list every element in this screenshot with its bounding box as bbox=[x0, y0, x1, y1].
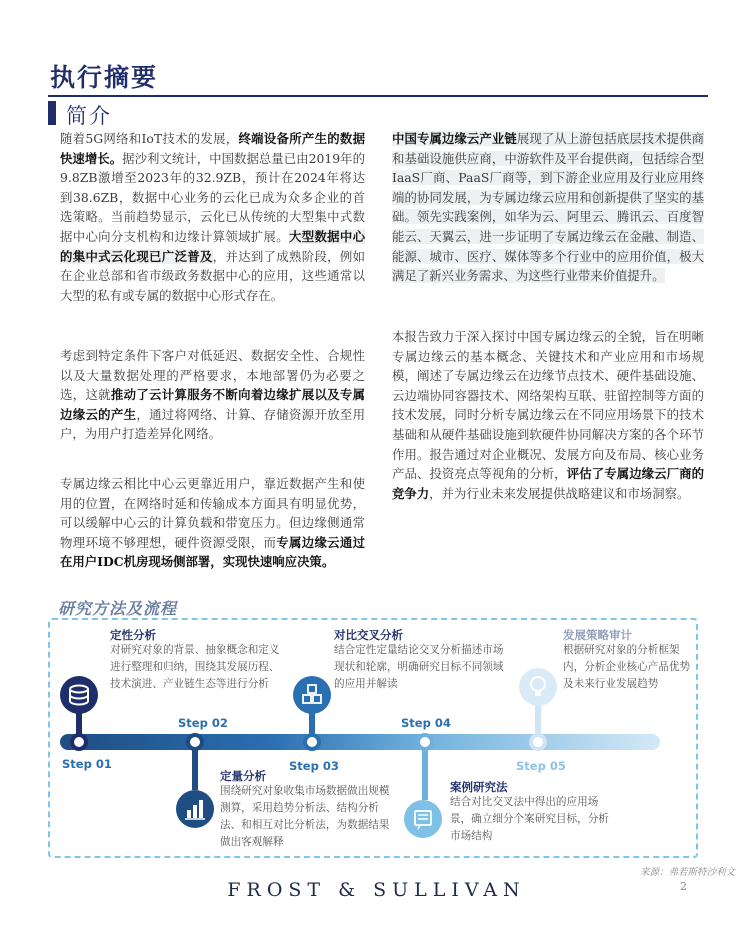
step-05-node bbox=[529, 733, 547, 751]
step-05-text: 根据研究对象的分析框架内，分析企业核心产品优势及未来行业发展趋势 bbox=[563, 644, 691, 690]
step-01-heading: 定性分析 bbox=[110, 628, 156, 642]
page-title: 执行摘要 bbox=[50, 63, 159, 92]
step-04-text: 结合对比交叉法中得出的应用场景，确立细分个案研究目标，分析市场结构 bbox=[450, 796, 609, 842]
step-02-stem bbox=[192, 750, 198, 790]
step-04-heading: 案例研究法 bbox=[450, 780, 508, 794]
timeline-bar bbox=[60, 734, 660, 750]
bar-chart-icon bbox=[176, 790, 214, 828]
step-05-icon-circle bbox=[519, 668, 557, 706]
left-paragraph-2: 考虑到特定条件下客户对低延迟、数据安全性、合规性以及大量数据处理的严格要求，本地部署仍为必要之选，这就推动了云计算服务不断向着边缘扩展以及专属边缘云的产生，通过将网络、计算、存储资源开放至用户，为用户打造差异化网络。 bbox=[60, 348, 366, 442]
left-paragraph-3: 专属边缘云相比中心云更靠近用户，靠近数据产生和使用的位置，在网络时延和传输成本方面具有明显优势，可以缓解中心云的计算负载和带宽压力。但边缘侧通常物理环境不够理想，硬件资源受限，而专属边缘云通过在用户IDC机房现场侧部署，实现快速响应决策。 bbox=[60, 476, 366, 570]
step-01-text: 对研究对象的背景、抽象概念和定义进行整理和归纳，围绕其发展历程、技术演进、产业链生态等进行分析 bbox=[110, 644, 280, 690]
step-04-stem bbox=[422, 750, 428, 800]
database-icon bbox=[60, 676, 98, 714]
step-03-heading: 对比交叉分析 bbox=[334, 628, 403, 642]
step-01-label: Step 01 bbox=[62, 757, 112, 771]
step-03-text: 结合定性定量结论交叉分析描述市场现状和轮廓，明确研究目标不同领域的应用并解读 bbox=[334, 644, 504, 690]
step-03-node bbox=[303, 733, 321, 751]
step-05-heading: 发展策略审计 bbox=[563, 628, 632, 642]
step-03-label: Step 03 bbox=[289, 759, 339, 773]
step-03-icon-circle bbox=[293, 676, 331, 714]
lightbulb-icon bbox=[519, 668, 557, 706]
cubes-icon bbox=[293, 676, 331, 714]
section-title: 简介 bbox=[66, 104, 112, 128]
step-02-node bbox=[186, 733, 204, 751]
section-bar bbox=[48, 101, 56, 125]
method-title: 研究方法及流程 bbox=[58, 599, 178, 618]
document-icon bbox=[404, 800, 442, 838]
step-02-heading: 定量分析 bbox=[220, 769, 266, 783]
step-04-label: Step 04 bbox=[401, 716, 451, 730]
step-01-node bbox=[70, 733, 88, 751]
left-paragraph-1: 随着5G网络和IoT技术的发展，终端设备所产生的数据快速增长。据沙利文统计，中国数据总量已由2019年的9.8ZB激增至2023年的32.9ZB，预计在2024年将达到38.6ZB，数据中心业务的云化已成为众多企业的首选策略。当前趋势显示，云化已从传统的大型集中式数据中心向分支机构和边缘计算领域扩展。大型数据中心的集中式云化现已广泛普及，并达到了成熟阶段，例如在企业总部和省市级政务数据中心的应用，这些通常以大型的私有或专属的数据中心形式存在。 bbox=[60, 131, 366, 303]
step-02-icon-circle bbox=[176, 790, 214, 828]
title-rule bbox=[48, 95, 708, 97]
step-02-label: Step 02 bbox=[178, 716, 228, 730]
brand-logo: FROST & SULLIVAN bbox=[227, 879, 526, 901]
step-01-icon-circle bbox=[60, 676, 98, 714]
right-paragraph-1: 中国专属边缘云产业链展现了从上游包括底层技术提供商和基础设施供应商，中游软件及平台提供商，包括综合型IaaS厂商、PaaS厂商等，到下游企业应用及行业应用终端的协同发展，为专属边缘云应用和创新提供了坚实的基础。领先实践案例，如华为云、阿里云、腾讯云、百度智能云、天翼云，进一步证明了专属边缘云在金融、制造、能源、城市、医疗、媒体等多个行业中的应用价值，极大满足了新兴业务需求、为这些行业带来价值提升。 bbox=[392, 131, 705, 284]
page-number: 2 bbox=[680, 880, 687, 893]
step-04-icon-circle bbox=[404, 800, 442, 838]
step-04-node bbox=[416, 733, 434, 751]
source-note: 来源：弗若斯特沙利文 bbox=[640, 867, 736, 878]
step-02-text: 围绕研究对象收集市场数据做出规模测算，采用趋势分析法、结构分析法、和相互对比分析法，为数据结果做出客观解释 bbox=[220, 785, 390, 848]
step-05-label: Step 05 bbox=[516, 759, 566, 773]
right-paragraph-2: 本报告致力于深入探讨中国专属边缘云的全貌，旨在明晰专属边缘云的基本概念、关键技术和产业应用和市场规模，阐述了专属边缘云在边缘节点技术、硬件基础设施、云边端协同容器技术、网络架构互联、驻留控制等方面的技术发展，同时分析专属边缘云在不同应用场景下的技术基础和从硬件基础设施到软硬件协同解决方案的各个环节作用。报告通过对企业概况、发展方向及布局、核心业务产品、投资亮点等视角的分析，评估了专属边缘云厂商的竞争力，并为行业未来发展提供战略建议和市场洞察。 bbox=[392, 329, 705, 501]
